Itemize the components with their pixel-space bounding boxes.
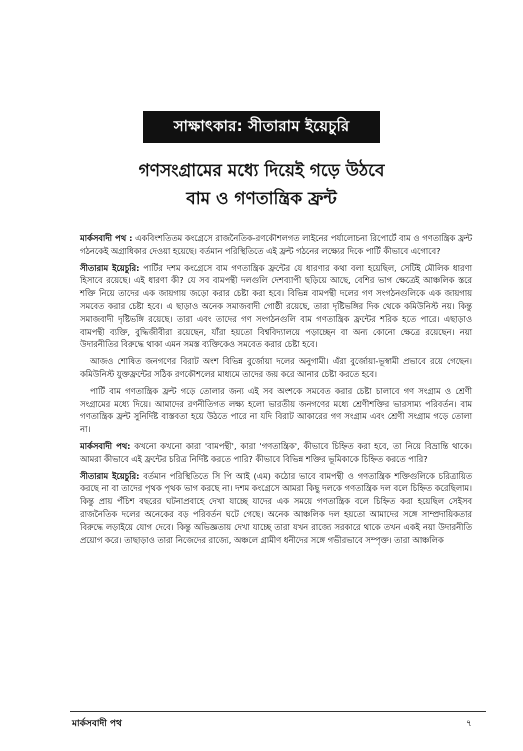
paragraph [80,470,472,547]
paragraph-text: বর্তমান পরিস্থিতিতে সি পি আই (এম) কঠোর ভাবে বামপন্থী ও গণতান্ত্রিক শক্তিগুলিকে চরিত্রায়িত করছে না বা তাদের পৃথক পৃথক ভাগ করছে না। দশম কংগ্রেসে আমরা কিছু দলকে গণতান্ত্রিক দল বলে চিহ্নিত করেছিলাম। কিন্তু প্রায় পঁচিশ বছরের ঘটনাপ্রবাহে দেখা যাচ্ছে যাদের এক সময়ে গণতান্ত্রিক বলে চিহ্নিত করা হয়েছিল সেইসব রাজনৈতিক দলের অনেকের বড় পরিবর্তন ঘটে গেছে। অনেক আঞ্চলিক দল হয়তো আমাদের সঙ্গে সাম্প্রদায়িকতার বিরুদ্ধে লড়াইয়ে যোগ দেবে। কিন্তু অভিজ্ঞতায় দেখা যাচ্ছে তারা যখন রাজ্যে সরকারে থাকে তখন একই নয়া উদারনীতি প্রয়োগ করে। তাছাড়াও তারা নিজেদের রাজ্যে, অঞ্চলে গ্রামীণ ধনীদের সঙ্গে গভীরভাবে সম্পৃক্ত। তারা আঞ্চলিক [80,470,472,545]
headline-line-2: বাম ও গণতান্ত্রিক ফ্রন্ট [186,189,337,209]
speaker-label: মার্কসবাদী পথ: [80,440,131,451]
paragraph-text: পার্টি বাম গণতান্ত্রিক ফ্রন্ট গড়ে তোলার জন্য এই সব অংশকে সমবেত করার চেষ্টা চালাবে গণ সংগ্রাম ও শ্রেণী সংগ্রামের মধ্যে দিয়ে। আমাদের রণনীতিগত লক্ষ্য হলো ভারতীয় জনগণের মধ্যে শ্রেণীশক্তির ভারসাম্য পরিবর্তন। বাম গণতান্ত্রিক ফ্রন্ট সুনির্দিষ্ট বাস্তবতা হয়ে উঠতে পারে না যদি বিরাট আকারের গণ সংগ্রাম এবং শ্রেণী সংগ্রাম গড়ে তোলা না। [80,385,472,435]
article-body [80,232,472,550]
paragraph [80,232,472,258]
paragraph [80,385,472,436]
speaker-label: সীতারাম ইয়েচুরি: [80,470,140,481]
paragraph [80,440,472,466]
paragraph-text: আজও শোষিত জনগণের বিরাট অংশ বিভিন্ন বুর্জোয়া দলের অনুগামী। এঁরা বুর্জোয়া-ভূস্বামী প্রভাবে রয়ে গেছেন। কমিউনিস্ট যুক্তফ্রন্টের সঠিক রণকৌশলের মাধ্যমে তাদের জয় করে আনার চেষ্টা করতে হবে। [80,356,472,379]
speaker-label: মার্কসবাদী পথ : [80,233,133,243]
section-banner: সাক্ষাৎকার: সীতারাম ইয়েচুরি [143,111,380,143]
paragraph [80,262,472,352]
paragraph-text: পার্টির দশম কংগ্রেসে বাম গণতান্ত্রিক ফ্রন্টের যে ধারণার কথা বলা হয়েছিল, সেটিই মৌলিক ধারণা হিসাবে রয়েছে। এই ধারণা কী? যে সব বামপন্থী দলগুলি দেশব্যাপী ছড়িয়ে আছে, বেশির ভাগ ক্ষেত্রেই আঞ্চলিক স্তরে শক্তি নিয়ে তাদের এক জায়গায় জড়ো করার চেষ্টা করা হবে। বিভিন্ন বামপন্থী দলের গণ সংগঠনগুলিকে এক জায়গায় সমবেত করার চেষ্টা হবে। এ ছাড়াও অনেক সমাজবাদী গোষ্ঠী রয়েছে, তারা দৃষ্টিভঙ্গির দিক থেকে কমিউনিস্ট নয়। কিন্তু সমাজবাদী দৃষ্টিভঙ্গি রয়েছে। তারা এবং তাদের গণ সংগঠনগুলি বাম গণতান্ত্রিক ফ্রন্টের শরিক হতে পারে। এছাড়াও বামপন্থী ব্যক্তি, বুদ্ধিজীবীরা রয়েছেন, যাঁরা হয়তো বিশ্ববিদ্যালয়ে পড়াচ্ছেন বা অন্য কোনো ক্ষেত্রে রয়েছেন। নয়া উদারনীতির বিরুদ্ধে থাকা এমন সমস্ত ব্যক্তিকেও সমবেত করার চেষ্টা হবে। [80,262,472,350]
headline-line-1: গণসংগ্রামের মধ্যে দিয়েই গড়ে উঠবে [138,161,385,181]
paragraph [80,355,472,381]
footer-publication-name: মার্কসবাদী পথ [72,719,122,729]
speaker-label: সীতারাম ইয়েচুরি: [80,262,140,273]
footer-divider [70,711,486,712]
page-number: ৭ [466,719,472,729]
paragraph-text: কখনো কখনো কারা 'বামপন্থী', কারা 'গণতান্ত্রিক', কীভাবে চিহ্নিত করা হবে, তা নিয়ে বিভ্রান্তি থাকে। আমরা কীভাবে এই ফ্রন্টের চরিত্র নির্দিষ্ট করতে পারি? কীভাবে বিভিন্ন শক্তির ভূমিকাকে চিহ্নিত করতে পারি? [80,440,472,464]
paragraph-text: একবিংশতিতম কংগ্রেসে রাজনৈতিক-রণকৌশলগত লাইনের পর্যালোচনা রিপোর্টে বাম ও গণতান্ত্রিক ফ্রন্ট গঠনকেই অগ্রাধিকার দেওয়া হয়েছে। বর্তমান পরিস্থিতিতে এই ফ্রন্ট গঠনের লক্ষ্যের দিকে পার্টি কীভাবে এগোবে? [80,233,472,256]
